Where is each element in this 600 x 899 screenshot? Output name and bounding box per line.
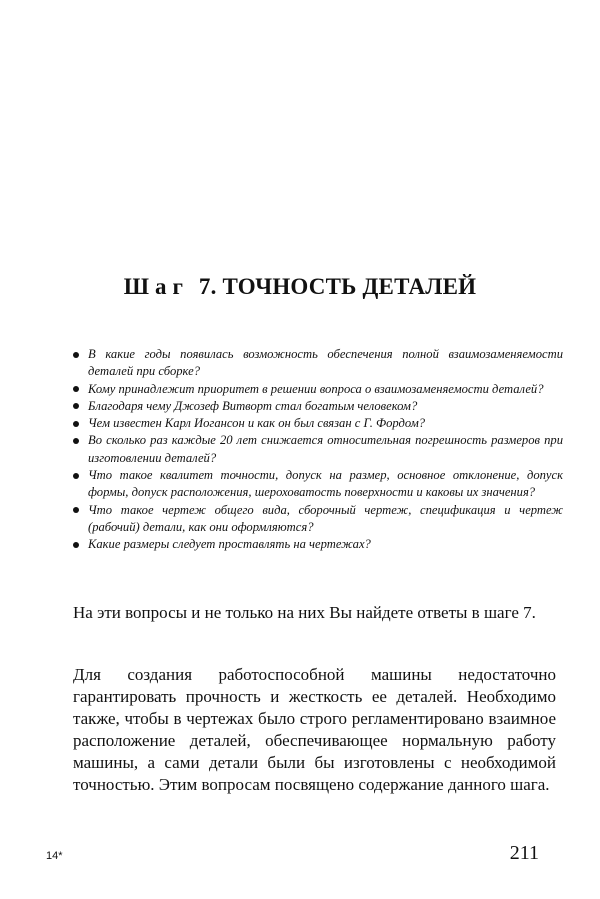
body-paragraph: Для создания работоспособной машины недостаточно гарантировать прочность и жесткость ее деталей. Необходимо также, чтобы в чертежах было строго регламентировано взаимное расположение деталей, обеспечивающее нормальную работу машины, а сами детали были бы изготовлены с необходимой точностью. Этим вопросам посвящено содержание данного шага. (73, 665, 556, 794)
bullet-icon (73, 403, 79, 409)
question-text: Какие размеры следует проставлять на чертежах? (88, 537, 371, 552)
list-item (73, 381, 563, 398)
list-item (73, 432, 563, 467)
question-text: Благодаря чему Джозеф Витворт стал богатым человеком? (88, 398, 418, 413)
intro-paragraph: На эти вопросы и не только на них Вы найдете ответы в шаге 7. (73, 603, 536, 622)
bullet-icon (73, 473, 79, 479)
question-text: Что такое чертеж общего вида, сборочный чертеж, спецификация и чертеж (рабочий) детали, как они оформляются? (88, 502, 563, 534)
question-text: Что такое квалитет точности, допуск на размер, основное отклонение, допуск формы, допуск расположения, шероховатость поверхности и каковы их значения? (88, 468, 563, 500)
signature-mark: 14* (46, 850, 63, 862)
heading-step-word: Шаг (123, 274, 189, 299)
list-item (73, 398, 563, 415)
question-text: В какие годы появилась возможность обеспечения полной взаимозаменяемости деталей при сборке? (88, 347, 563, 379)
bullet-icon (73, 386, 79, 392)
bullet-icon (73, 421, 79, 427)
bullet-icon (73, 507, 79, 513)
bullet-icon (73, 352, 79, 358)
question-text: Кому принадлежит приоритет в решении вопроса о взаимозаменяемости деталей? (88, 381, 544, 396)
question-list (73, 346, 563, 554)
question-text: Во сколько раз каждые 20 лет снижается относительная погрешность размеров при изготовлении деталей? (88, 433, 563, 465)
bullet-icon (73, 542, 79, 548)
list-item (73, 502, 563, 537)
bullet-icon (73, 438, 79, 444)
list-item (73, 536, 563, 553)
list-item (73, 346, 563, 381)
list-item (73, 415, 563, 432)
list-item (73, 467, 563, 502)
question-text: Чем известен Карл Иогансон и как он был связан с Г. Фордом? (88, 416, 426, 431)
chapter-heading (0, 272, 600, 302)
heading-title: 7. ТОЧНОСТЬ ДЕТАЛЕЙ (198, 274, 477, 299)
page-number: 211 (509, 842, 539, 864)
